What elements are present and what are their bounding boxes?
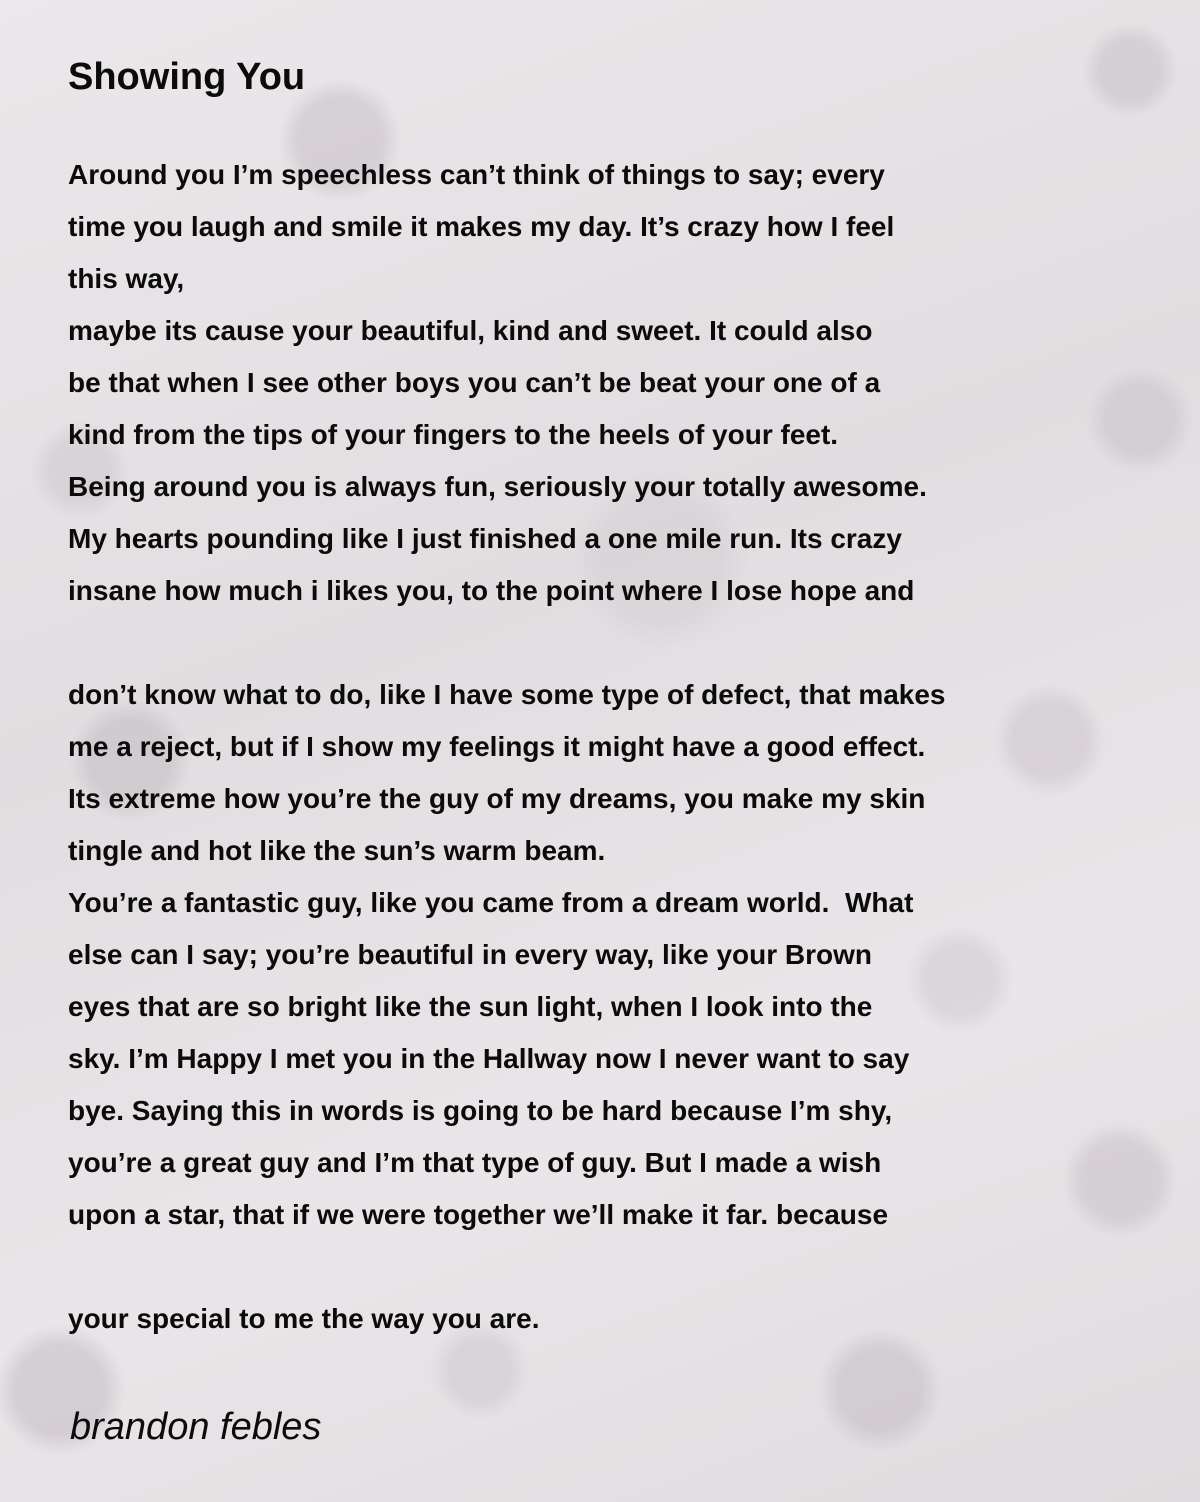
poem-line: time you laugh and smile it makes my day. It’s crazy how I feel	[68, 211, 895, 242]
stanza-break	[68, 1241, 1178, 1293]
poem-line: My hearts pounding like I just finished a one mile run. Its crazy	[68, 523, 902, 554]
stanza-break	[68, 617, 1178, 669]
poem-line: kind from the tips of your fingers to the heels of your feet.	[68, 419, 839, 450]
poem-line: Being around you is always fun, seriously your totally awesome.	[68, 471, 927, 502]
poem-line: Its extreme how you’re the guy of my dreams, you make my skin	[68, 783, 926, 814]
poem-line: maybe its cause your beautiful, kind and sweet. It could also	[68, 315, 873, 346]
poem-line: this way,	[68, 263, 185, 294]
poem-line: tingle and hot like the sun’s warm beam.	[68, 835, 606, 866]
poem-title: Showing You	[68, 56, 306, 98]
poem-line: You’re a fantastic guy, like you came from a dream world. What	[68, 887, 914, 918]
poem-line: sky. I’m Happy I met you in the Hallway now I never want to say	[68, 1043, 910, 1074]
poem-line: else can I say; you’re beautiful in every way, like your Brown	[68, 939, 873, 970]
poem-line: you’re a great guy and I’m that type of guy. But I made a wish	[68, 1147, 882, 1178]
poem-line: Around you I’m speechless can’t think of things to say; every	[68, 159, 885, 190]
poem-author: brandon febles	[70, 1406, 322, 1448]
poem-line: eyes that are so bright like the sun light, when I look into the	[68, 991, 873, 1022]
poem-line: upon a star, that if we were together we’ll make it far. because	[68, 1199, 889, 1230]
poem-line: bye. Saying this in words is going to be hard because I’m shy,	[68, 1095, 893, 1126]
poem-line: insane how much i likes you, to the point where I lose hope and	[68, 575, 915, 606]
poem-line: your special to me the way you are.	[68, 1303, 540, 1334]
poem-body	[68, 149, 1178, 1345]
poem-line: me a reject, but if I show my feelings it might have a good effect.	[68, 731, 926, 762]
poem-line: be that when I see other boys you can’t be beat your one of a	[68, 367, 881, 398]
poem-line: don’t know what to do, like I have some type of defect, that makes	[68, 679, 946, 710]
